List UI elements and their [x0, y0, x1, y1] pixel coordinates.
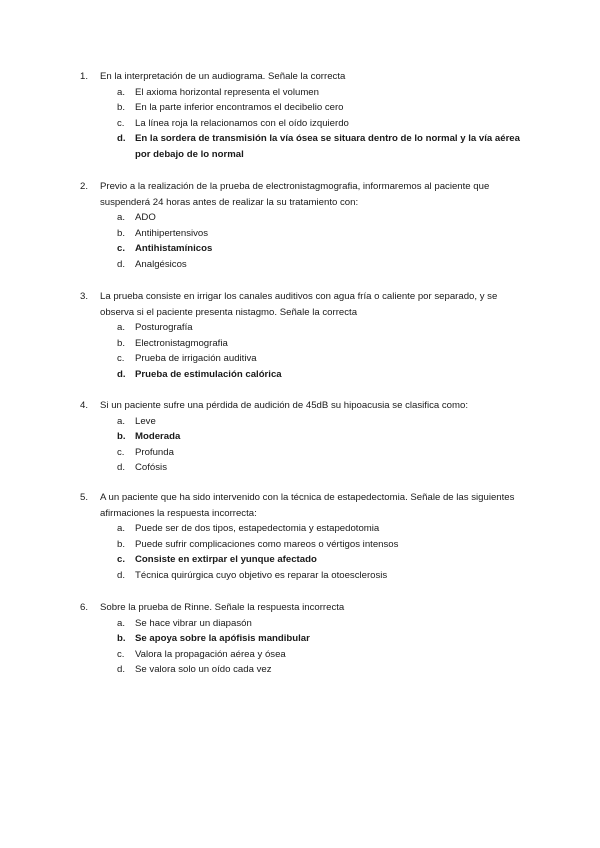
option-text: Prueba de irrigación auditiva	[135, 353, 257, 365]
option-text: Valora la propagación aérea y ósea	[135, 648, 286, 660]
option-letter: a.	[117, 322, 126, 334]
option-letter: a.	[117, 86, 126, 98]
option-text: Consiste en extirpar el yunque afectado	[135, 554, 317, 566]
question-text: Si un paciente sufre una pérdida de audición de 45dB su hipoacusia se clasifica como:	[100, 400, 468, 411]
question-text: Sobre la prueba de Rinne. Señale la respuesta incorrecta	[100, 602, 345, 613]
question-stem	[0, 179, 600, 210]
question-number: 5.	[80, 492, 89, 503]
option-text: Analgésicos	[135, 258, 187, 270]
question-text: La prueba consiste en irrigar los canales auditivos con agua fría o caliente por separado, y se observa si el paciente presenta nistagmo. Señale la correcta	[100, 291, 498, 318]
question-stem	[0, 600, 600, 616]
option-letter: d.	[117, 569, 126, 581]
option-letter: d.	[117, 664, 126, 676]
option-a	[0, 616, 600, 632]
option-text: Leve	[135, 415, 156, 427]
option-d	[0, 460, 600, 476]
option-letter: d.	[117, 462, 126, 474]
question-number: 2.	[80, 181, 89, 192]
option-a	[0, 521, 600, 537]
option-text: Moderada	[135, 431, 181, 443]
option-text: Se apoya sobre la apófisis mandibular	[135, 633, 310, 645]
question-number: 4.	[80, 400, 89, 411]
question-text: Previo a la realización de la prueba de electronistagmografia, informaremos al paciente que suspenderá 24 horas antes de realizar la su tratamiento con:	[100, 181, 490, 208]
option-letter: a.	[117, 523, 126, 535]
option-text: En la sordera de transmisión la vía ósea se situara dentro de lo normal y la vía aérea por debajo de lo normal	[135, 133, 520, 160]
option-letter: b.	[117, 431, 126, 443]
question-text: A un paciente que ha sido intervenido con la técnica de estapedectomia. Señale de las siguientes afirmaciones la respuesta incorrecta:	[100, 492, 515, 519]
option-text: Puede ser de dos tipos, estapedectomia y estapedotomia	[135, 523, 380, 535]
option-letter: a.	[117, 415, 126, 427]
option-text: Antihipertensivos	[135, 227, 209, 239]
question-1	[0, 69, 600, 163]
option-d	[0, 662, 600, 678]
option-letter: c.	[117, 446, 125, 458]
option-text: Se hace vibrar un diapasón	[135, 617, 252, 629]
option-d	[0, 257, 600, 273]
option-text: Posturografía	[135, 322, 193, 334]
option-letter: b.	[117, 227, 126, 239]
option-text: Profunda	[135, 446, 174, 458]
option-letter: d.	[117, 133, 126, 145]
option-text: ADO	[135, 212, 156, 224]
option-letter: c.	[117, 243, 126, 255]
question-6	[0, 600, 600, 678]
option-letter: c.	[117, 353, 125, 365]
option-letter: c.	[117, 117, 125, 129]
option-c	[0, 351, 600, 367]
question-text: En la interpretación de un audiograma. Señale la correcta	[100, 71, 346, 82]
question-3	[0, 289, 600, 383]
question-number: 1.	[80, 71, 89, 82]
options-list	[0, 85, 600, 163]
question-number: 6.	[80, 602, 89, 613]
option-letter: c.	[117, 554, 126, 566]
option-d	[0, 568, 600, 584]
question-5	[0, 490, 600, 584]
option-text: Electronistagmografia	[135, 337, 228, 349]
option-a	[0, 85, 600, 101]
option-b-correct	[0, 429, 600, 445]
option-b	[0, 336, 600, 352]
question-4	[0, 398, 600, 476]
option-b	[0, 100, 600, 116]
option-d-correct	[0, 131, 600, 162]
option-c-correct	[0, 552, 600, 568]
option-b-correct	[0, 631, 600, 647]
question-stem	[0, 398, 600, 414]
option-text: La línea roja la relacionamos con el oído izquierdo	[135, 117, 349, 129]
option-a	[0, 320, 600, 336]
option-c-correct	[0, 241, 600, 257]
option-text: Prueba de estimulación calórica	[135, 368, 282, 380]
option-c	[0, 647, 600, 663]
option-text: Se valora solo un oído cada vez	[135, 664, 272, 676]
option-text: Puede sufrir complicaciones como mareos o vértigos intensos	[135, 538, 399, 550]
option-letter: c.	[117, 648, 125, 660]
options-list	[0, 414, 600, 476]
question-2	[0, 179, 600, 273]
option-letter: d.	[117, 258, 126, 270]
option-letter: b.	[117, 102, 126, 114]
option-d-correct	[0, 367, 600, 383]
option-text: El axioma horizontal representa el volumen	[135, 86, 319, 98]
option-c	[0, 116, 600, 132]
question-stem	[0, 289, 600, 320]
option-letter: b.	[117, 538, 126, 550]
options-list	[0, 616, 600, 678]
option-text: Antihistamínicos	[135, 243, 213, 255]
option-letter: d.	[117, 368, 126, 380]
options-list	[0, 521, 600, 583]
option-letter: a.	[117, 212, 126, 224]
option-letter: b.	[117, 633, 126, 645]
option-b	[0, 537, 600, 553]
option-letter: a.	[117, 617, 126, 629]
option-text: En la parte inferior encontramos el decibelio cero	[135, 102, 344, 114]
option-text: Cofósis	[135, 462, 167, 474]
option-c	[0, 445, 600, 461]
question-number: 3.	[80, 291, 89, 302]
question-stem	[0, 490, 600, 521]
option-letter: b.	[117, 337, 126, 349]
option-b	[0, 226, 600, 242]
options-list	[0, 210, 600, 272]
option-a	[0, 210, 600, 226]
question-stem	[0, 69, 600, 85]
option-text: Técnica quirúrgica cuyo objetivo es reparar la otoesclerosis	[135, 569, 388, 581]
options-list	[0, 320, 600, 382]
option-a	[0, 414, 600, 430]
